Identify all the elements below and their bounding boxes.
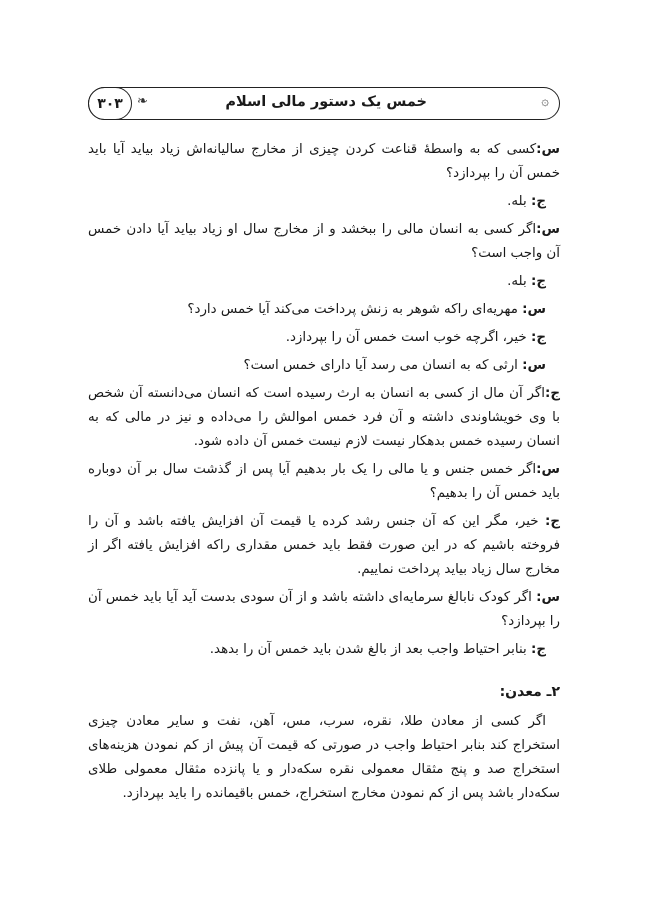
ornament-right-icon: ۞ [541,94,549,109]
section-heading: ۲ـ معدن: [499,684,560,700]
question-text: اگر کسی به انسان مالی را ببخشد و از مخارج سال او زیاد بیاید آیا دادن خمس آن واجب است؟ [88,222,560,261]
question-2 [88,218,560,266]
question-text: کسی که به واسطهٔ قناعت کردن چیزی از مخارج سالیانه‌اش زیاد بیاید آیا باید خمس آن را بپردازد؟ [88,142,560,181]
answer-label: ج: [530,194,546,209]
question-label: س: [536,222,560,237]
page-number: ۳۰۳ [88,87,132,120]
answer-label: ج: [530,274,546,289]
answer-3 [88,326,560,350]
question-label: س: [522,358,546,373]
question-text: مهریه‌ای راکه شوهر به زنش پرداخت می‌کند آیا خمس دارد؟ [187,302,518,317]
question-text: اگر کودک نابالغ سرمایه‌ای داشته باشد و از آن سودی بدست آید آیا باید خمس آن را بپردازد؟ [88,590,560,629]
question-4 [88,354,560,378]
answer-label: ج: [544,514,560,529]
question-6 [88,586,560,634]
question-5 [88,458,560,506]
ornament-left-icon: ❧ [137,94,148,109]
question-label: س: [536,590,560,605]
answer-label: ج: [530,642,546,657]
answer-text: خیر، اگرچه خوب است خمس آن را بپردازد. [285,330,527,345]
answer-label: ج: [544,386,560,401]
answer-4 [88,382,560,454]
running-header [88,87,560,120]
answer-5 [88,510,560,582]
answer-text: خیر، مگر این که آن جنس رشد کرده یا قیمت آن افزایش یافته باشد و آن را فروخته باشیم که در این صورت فقط باید خمس مقداری راکه افزایش یافته اگر از مخارج سال زیاد بیاید پرداخت نماییم. [88,514,560,577]
section-body: اگر کسی از معادن طلا، نقره، سرب، مس، آهن، نفت و سایر معادن چیزی استخراج کند بنابر احتیاط واجب در صورتی که قیمت آن پیش از کم نمودن هزینه‌های استخراج صد و پنج مثقال معمولی نقره سکه‌دار و یا پانزده مثقال معمولی طلای سکه‌دار باشد پس از کم نمودن مخارج استخراج، خمس باقیمانده را باید بپردازد. [88,714,560,801]
answer-text: بنابر احتیاط واجب بعد از بالغ شدن باید خمس آن را بدهد. [209,642,527,657]
answer-label: ج: [530,330,546,345]
question-1 [88,138,560,186]
question-text: اگر خمس جنس و یا مالی را یک بار بدهیم آیا پس از گذشت سال بر آن دوباره باید خمس آن را بدهیم؟ [88,462,560,501]
question-3 [88,298,560,322]
question-label: س: [536,462,560,477]
answer-text: اگر آن مال از کسی به انسان به ارث رسیده است که انسان می‌دانسته آن شخص با وی خویشاوندی داشته و آن فرد خمس اموالش را می‌داده و نیز در مالی که به انسان رسیده خمس بدهکار نیست لازم نیست خمس آن داده شود. [88,386,560,449]
answer-text: بله. [507,194,527,209]
answer-1 [88,190,560,214]
question-label: س: [522,302,546,317]
question-text: ارثی که به انسان می رسد آیا دارای خمس است؟ [243,358,518,373]
answer-text: بله. [507,274,527,289]
answer-6 [88,638,560,662]
question-label: س: [536,142,560,157]
page-body [88,138,560,810]
answer-2 [88,270,560,294]
running-title: خمس یک دستور مالی اسلام [225,94,427,110]
